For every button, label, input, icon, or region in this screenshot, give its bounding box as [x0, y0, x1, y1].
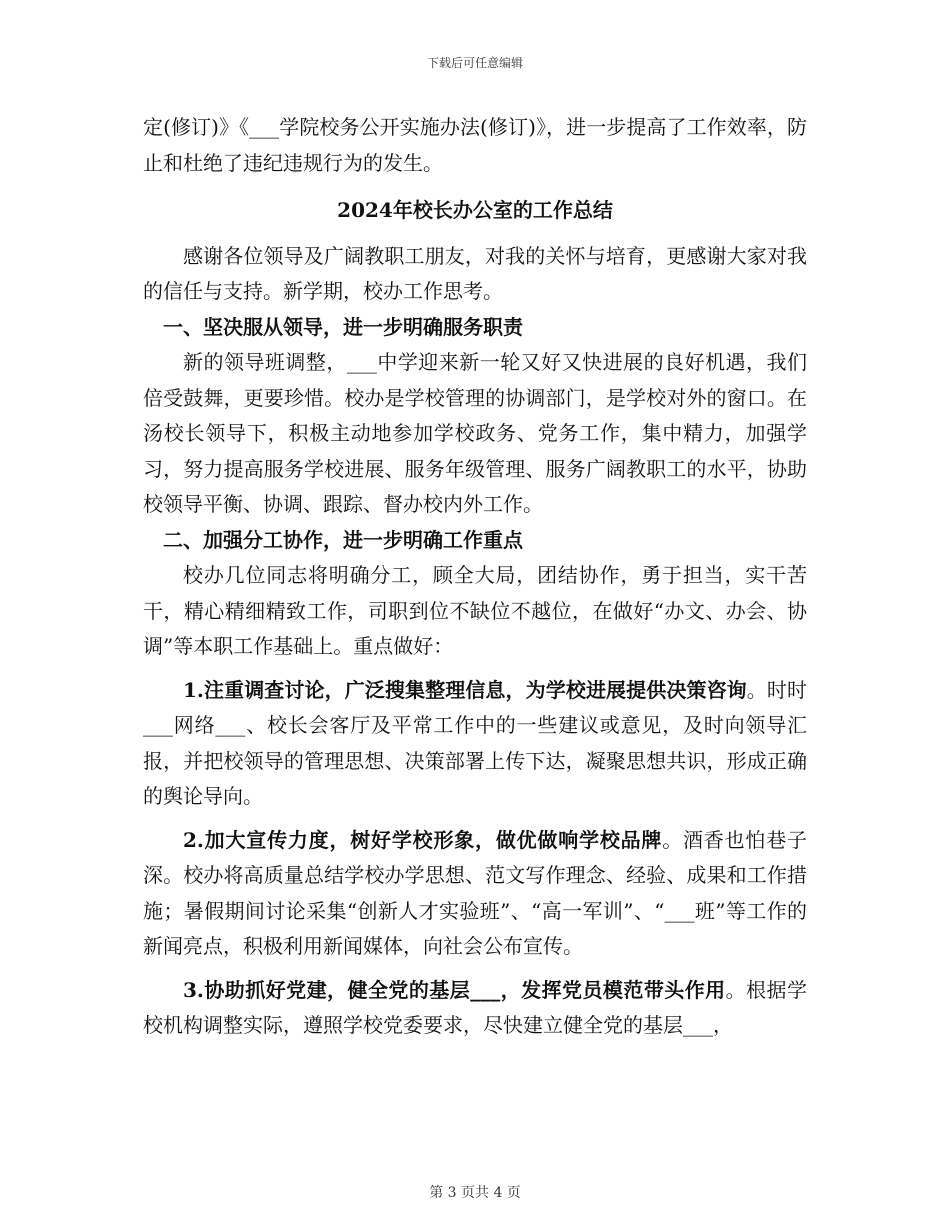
list-item-1 — [143, 673, 807, 815]
page-header: 下载后可任意编辑 — [426, 56, 523, 70]
list-item-2-title: 2.加大宣传力度，树好学校形象，做优做响学校品牌 — [183, 827, 663, 852]
paragraph-division: 校办几位同志将明确分工，顾全大局，团结协作，勇于担当，实干苦干，精心精细精致工作，司职到位不缺位不越位，在做好“办文、办会、协调”等本职工作基础上。重点做好： — [143, 563, 807, 658]
paragraph-thanks: 感谢各位领导及广阔教职工朋友，对我的关怀与培育，更感谢大家对我的信任与支持。新学期，校办工作思考。 — [143, 243, 807, 303]
section-heading-2: 二、加强分工协作，进一步明确工作重点 — [163, 527, 523, 552]
paragraph-leadership: 新的领导班调整，___中学迎来新一轮又好又快进展的良好机遇，我们倍受鼓舞，更要珍惜。校办是学校管理的协调部门，是学校对外的窗口。在汤校长领导下，积极主动地参加学校政务、党务工作，集中精力，加强学习，努力提高服务学校进展、服务年级管理、服务广阔教职工的水平，协助校领导平衡、协调、跟踪、督办校内外工作。 — [143, 350, 807, 516]
list-item-3-title: 3.协助抓好党建，健全党的基层___，发挥党员模范带头作用 — [183, 977, 726, 1002]
list-item-3-text: 。根据学校机构调整实际，遵照学校党委要求，尽快建立健全党的基层___， — [143, 977, 807, 1037]
page-footer: 第 3 页共 4 页 — [429, 1185, 521, 1201]
list-item-2-text: 。酒香也怕巷子深。校办将高质量总结学校办学思想、范文写作理念、经验、成果和工作措施；暑假期间讨论采集“创新人才实验班”、“高一军训”、“___班”等工作的新闻亮点，积极利用新闻媒体，向社会公布宣传。 — [143, 827, 807, 958]
document-title: 2024年校长办公室的工作总结 — [337, 198, 613, 222]
document-body — [143, 110, 807, 1044]
intro-paragraph: 定(修订)》《___学院校务公开实施办法(修订)》，进一步提高了工作效率，防止和杜绝了违纪违规行为的发生。 — [143, 115, 807, 175]
section-heading-1: 一、坚决服从领导，进一步明确服务职责 — [163, 314, 523, 339]
list-item-1-title: 1.注重调查讨论，广泛搜集整理信息，为学校进展提供决策咨询 — [183, 677, 747, 702]
list-item-2 — [143, 823, 807, 965]
list-item-1-text: 。时时___网络___、校长会客厅及平常工作中的一些建议或意见，及时向领导汇报，并把校领导的管理思想、决策部署上传下达，凝聚思想共识，形成正确的舆论导向。 — [143, 677, 807, 808]
list-item-3 — [143, 973, 807, 1044]
